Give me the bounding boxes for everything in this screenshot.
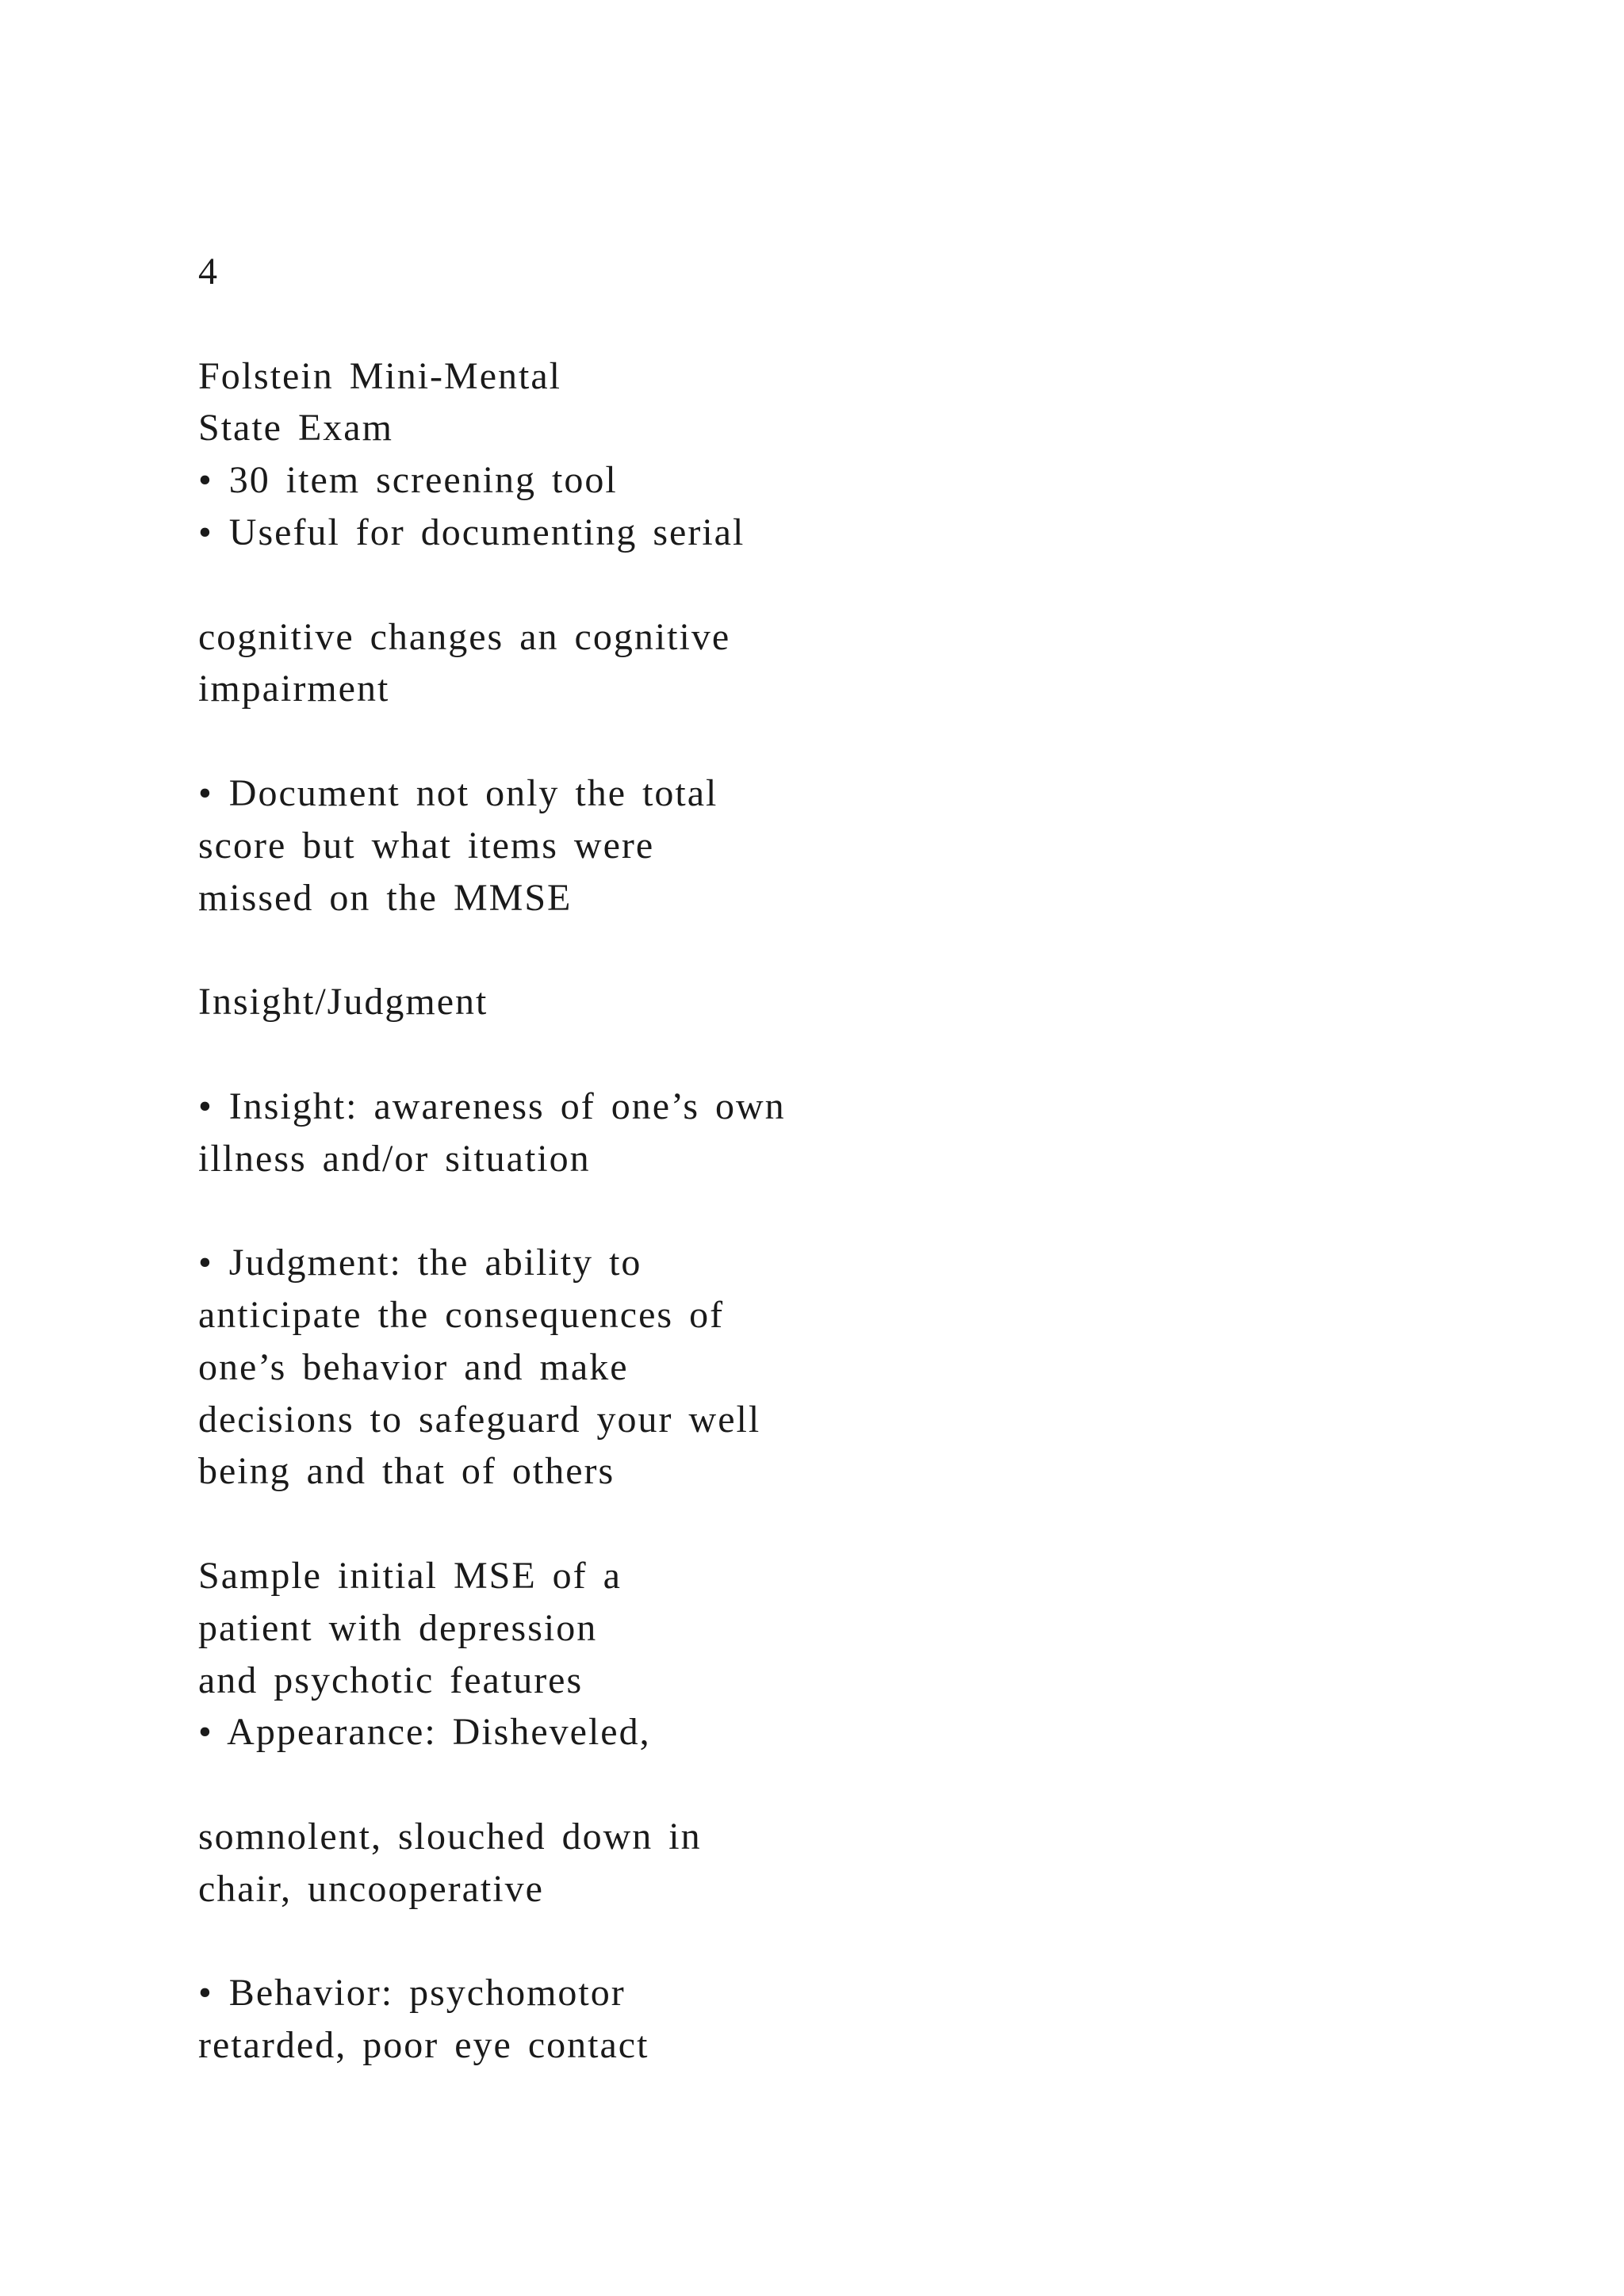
spacer bbox=[198, 298, 1388, 350]
text-line: cognitive changes an cognitive bbox=[198, 615, 731, 658]
text-line: missed on the MMSE bbox=[198, 876, 573, 919]
body-text bbox=[198, 246, 1388, 2072]
text-line: and psychotic features bbox=[198, 1659, 584, 1701]
bullet-line: • Useful for documenting serial bbox=[198, 511, 745, 553]
text-line: chair, uncooperative bbox=[198, 1867, 544, 1910]
text-line bbox=[198, 715, 1388, 767]
text-line: illness and/or situation bbox=[198, 1137, 591, 1180]
text-line bbox=[198, 924, 1388, 976]
text-line: Folstein Mini-Mental bbox=[198, 354, 561, 397]
text-line: State Exam bbox=[198, 407, 393, 450]
text-line bbox=[198, 1184, 1388, 1237]
text-line bbox=[198, 559, 1388, 611]
bullet-line: • Insight: awareness of one’s own bbox=[198, 1085, 786, 1127]
bullet-line: • Judgment: the ability to bbox=[198, 1242, 642, 1284]
text-line: anticipate the consequences of bbox=[198, 1293, 725, 1336]
text-line: retarded, poor eye contact bbox=[198, 2024, 649, 2067]
bullet-line: • Appearance: Disheveled, bbox=[198, 1711, 651, 1754]
text-line: one’s behavior and make bbox=[198, 1345, 629, 1388]
text-line bbox=[198, 1915, 1388, 1968]
section-heading: Sample initial MSE of a bbox=[198, 1554, 622, 1597]
text-line: impairment bbox=[198, 668, 390, 710]
text-line: decisions to safeguard your well bbox=[198, 1398, 761, 1441]
text-line bbox=[198, 1758, 1388, 1811]
text-line bbox=[198, 1028, 1388, 1081]
bullet-line: • Behavior: psychomotor bbox=[198, 1972, 626, 2015]
text-line: patient with depression bbox=[198, 1606, 598, 1649]
bullet-line: • Document not only the total bbox=[198, 771, 718, 814]
text-line bbox=[198, 1498, 1388, 1550]
section-heading: Insight/Judgment bbox=[198, 981, 488, 1024]
text-line: somnolent, slouched down in bbox=[198, 1815, 702, 1858]
text-line: being and that of others bbox=[198, 1450, 615, 1493]
text-line: score but what items were bbox=[198, 824, 655, 867]
bullet-line: • 30 item screening tool bbox=[198, 459, 618, 502]
page-number: 4 bbox=[198, 251, 219, 293]
